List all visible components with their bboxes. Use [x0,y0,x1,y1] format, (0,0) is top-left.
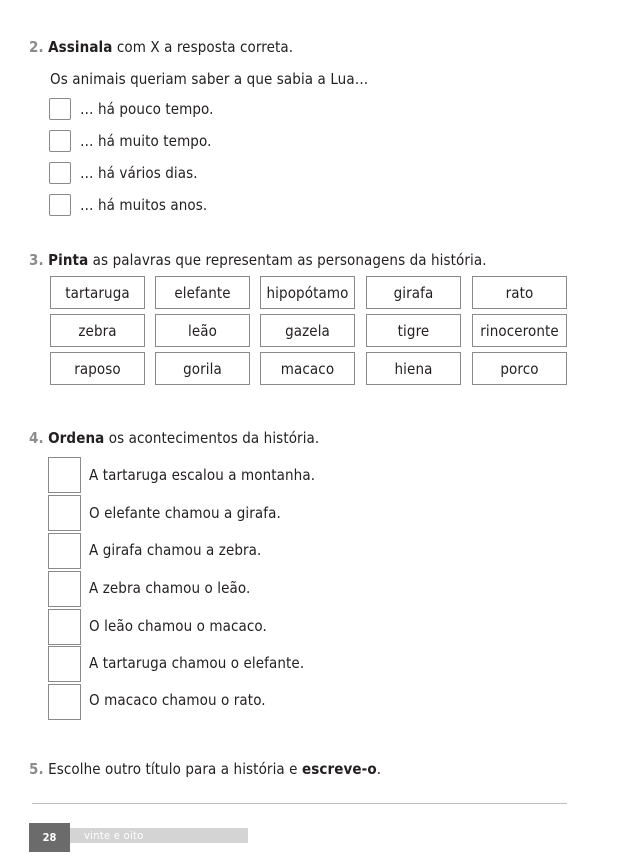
q2-number: 2. [29,38,44,56]
word-box-hipopotamo[interactable]: hipopótamo [260,276,355,309]
event-5: O leão chamou o macaco. [89,617,267,635]
word-box-macaco[interactable]: macaco [260,352,355,385]
q2-option-1: … há pouco tempo. [80,100,214,118]
word-box-tartaruga[interactable]: tartaruga [50,276,145,309]
word-box-rinoceronte[interactable]: rinoceronte [472,314,567,347]
page-number: 28 [29,823,70,852]
word-box-elefante[interactable]: elefante [155,276,250,309]
event-1: A tartaruga escalou a montanha. [89,466,316,484]
q2-verb: Assinala [48,38,113,56]
word-box-gorila[interactable]: gorila [155,352,250,385]
order-box-1[interactable] [48,457,81,493]
event-3: A girafa chamou a zebra. [89,541,262,559]
word-box-rato[interactable]: rato [472,276,567,309]
event-7: O macaco chamou o rato. [89,691,266,709]
q5-instruction-text: Escolhe outro título para a história e [43,760,302,778]
q2-option-2: … há muito tempo. [80,132,212,150]
q4-verb: Ordena [48,429,105,447]
word-box-hiena[interactable]: hiena [366,352,461,385]
q3-number: 3. [29,251,44,269]
q2-option-3: … há vários dias. [80,164,198,182]
order-box-6[interactable] [48,646,81,682]
q2-checkbox-2[interactable] [49,130,71,152]
word-box-gazela[interactable]: gazela [260,314,355,347]
word-box-raposo[interactable]: raposo [50,352,145,385]
q5-instruction [29,760,381,778]
word-box-girafa[interactable]: girafa [366,276,461,309]
q2-checkbox-3[interactable] [49,162,71,184]
page-number-words: vinte e oito [70,828,248,843]
q4-instruction [29,429,319,447]
order-box-4[interactable] [48,571,81,607]
order-box-5[interactable] [48,609,81,645]
q3-instruction-text: as palavras que representam as personagens da história. [88,251,487,269]
q3-instruction [29,251,487,269]
word-box-zebra[interactable]: zebra [50,314,145,347]
word-box-leao[interactable]: leão [155,314,250,347]
q3-verb: Pinta [48,251,89,269]
word-box-tigre[interactable]: tigre [366,314,461,347]
event-2: O elefante chamou a girafa. [89,504,281,522]
q2-instruction [29,38,293,56]
order-box-3[interactable] [48,533,81,569]
event-6: A tartaruga chamou o elefante. [89,654,305,672]
answer-line[interactable] [32,803,567,804]
order-box-2[interactable] [48,495,81,531]
q2-prompt: Os animais queriam saber a que sabia a Lua… [50,70,369,88]
q2-checkbox-4[interactable] [49,194,71,216]
q4-number: 4. [29,429,44,447]
event-4: A zebra chamou o leão. [89,579,251,597]
q5-verb: escreve-o [301,760,377,778]
order-box-7[interactable] [48,684,81,720]
q5-end: . [376,760,382,778]
q5-number: 5. [29,760,44,778]
q2-checkbox-1[interactable] [49,98,71,120]
q4-instruction-text: os acontecimentos da história. [104,429,320,447]
q2-instruction-text: com X a resposta correta. [112,38,294,56]
q2-option-4: … há muitos anos. [80,196,208,214]
word-box-porco[interactable]: porco [472,352,567,385]
